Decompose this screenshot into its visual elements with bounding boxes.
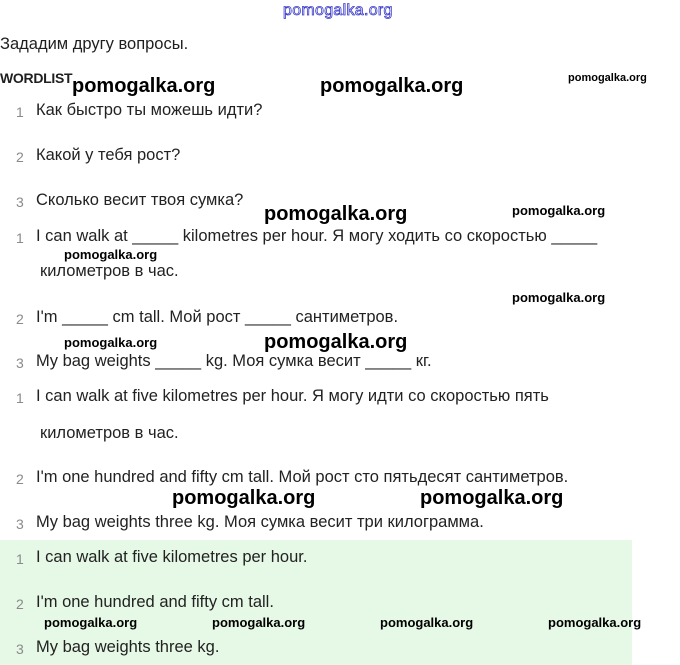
watermark: pomogalka.org bbox=[264, 331, 408, 353]
final-text: I'm one hundred and fifty cm tall. bbox=[36, 593, 274, 611]
question-number: 3 bbox=[16, 194, 24, 210]
template-number: 1 bbox=[16, 230, 24, 246]
site-header-logo: pomogalka.org bbox=[283, 2, 393, 19]
template-number: 3 bbox=[16, 355, 24, 371]
wordlist-label: WORDLIST bbox=[0, 70, 73, 86]
final-number: 2 bbox=[16, 596, 24, 612]
watermark: pomogalka.org bbox=[172, 487, 316, 509]
template-text-cont: километров в час. bbox=[40, 262, 179, 280]
watermark: pomogalka.org bbox=[44, 615, 138, 630]
answer-text-cont: километров в час. bbox=[40, 424, 179, 442]
question-text: Сколько весит твоя сумка? bbox=[36, 191, 244, 209]
final-number: 1 bbox=[16, 551, 24, 567]
watermark: pomogalka.org bbox=[568, 72, 647, 84]
intro-text: Зададим другу вопросы. bbox=[0, 35, 189, 53]
question-text: Как быстро ты можешь идти? bbox=[36, 101, 263, 119]
watermark: pomogalka.org bbox=[64, 247, 158, 262]
watermark: pomogalka.org bbox=[320, 75, 464, 97]
watermark: pomogalka.org bbox=[512, 203, 606, 218]
template-text: I'm _____ cm tall. Мой рост _____ сантиметров. bbox=[36, 308, 399, 326]
watermark: pomogalka.org bbox=[212, 615, 306, 630]
final-text: I can walk at five kilometres per hour. bbox=[36, 548, 308, 566]
answer-text: My bag weights three kg. Моя сумка весит три килограмма. bbox=[36, 513, 484, 531]
watermark: pomogalka.org bbox=[548, 615, 642, 630]
answer-number: 3 bbox=[16, 516, 24, 532]
answer-text: I can walk at five kilometres per hour. Я могу идти со скоростью пять bbox=[36, 387, 549, 405]
question-text: Какой у тебя рост? bbox=[36, 146, 181, 164]
answer-number: 1 bbox=[16, 390, 24, 406]
template-text: I can walk at _____ kilometres per hour. Я могу ходить со скоростью _____ bbox=[36, 227, 598, 245]
watermark: pomogalka.org bbox=[72, 75, 216, 97]
watermark: pomogalka.org bbox=[420, 487, 564, 509]
final-number: 3 bbox=[16, 641, 24, 657]
template-text: My bag weights _____ kg. Моя сумка весит _____ кг. bbox=[36, 352, 432, 370]
template-number: 2 bbox=[16, 311, 24, 327]
final-text: My bag weights three kg. bbox=[36, 638, 220, 656]
watermark: pomogalka.org bbox=[264, 203, 408, 225]
answer-number: 2 bbox=[16, 471, 24, 487]
question-number: 1 bbox=[16, 104, 24, 120]
question-number: 2 bbox=[16, 149, 24, 165]
answer-text: I'm one hundred and fifty cm tall. Мой рост сто пятьдесят сантиметров. bbox=[36, 468, 569, 486]
watermark: pomogalka.org bbox=[380, 615, 474, 630]
watermark: pomogalka.org bbox=[512, 290, 606, 305]
watermark: pomogalka.org bbox=[64, 335, 158, 350]
